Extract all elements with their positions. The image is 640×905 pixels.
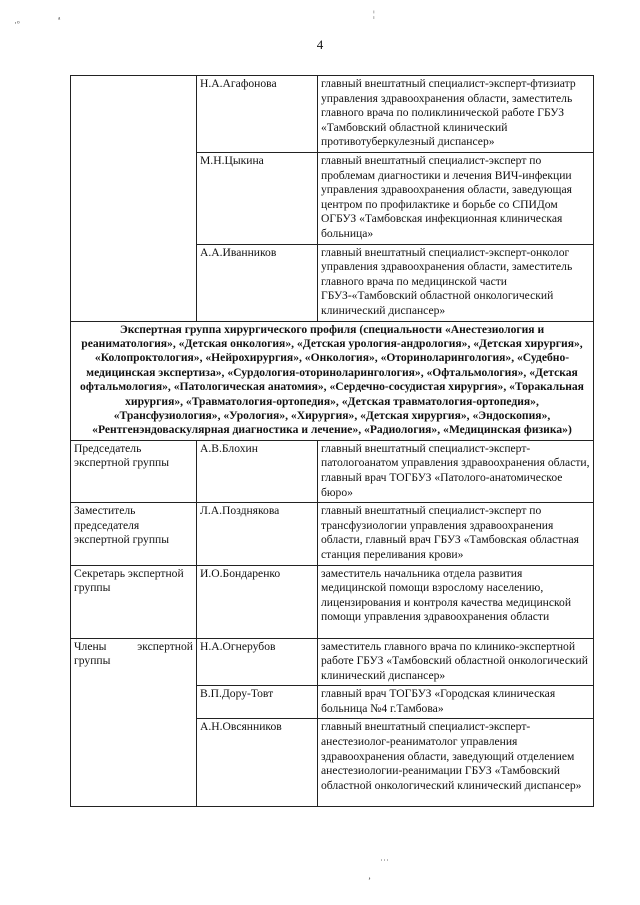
- role-cell: Секретарь экспертной группы: [71, 565, 197, 638]
- role-word: Члены: [74, 639, 107, 653]
- scan-speck: ʼ: [368, 876, 371, 886]
- member-name: Н.А.Агафонова: [197, 76, 318, 153]
- member-name: А.В.Блохин: [197, 440, 318, 502]
- member-position: заместитель главного врача по клинико-экспертной работе ГБУЗ «Тамбовский областной онкологический клинический диспансер»: [318, 638, 594, 686]
- member-name: Л.А.Позднякова: [197, 503, 318, 565]
- table-row: [71, 440, 594, 502]
- scan-speck: ˙˙˙: [380, 858, 389, 868]
- member-name: М.Н.Цыкина: [197, 152, 318, 244]
- group-heading: Экспертная группа хирургического профиля (специальности «Анестезиология и реаниматология», «Детская онкология», «Детская урология-андрология», «Детская хирургия», «Колопроктология», «Нейрохирургия», «Онкология», «Оториноларингология», «Судебно-медицинская экспертиза», «Сурдология-оториноларингология», «Офтальмология», «Детская офтальмология», «Патологическая анатомия», «Сердечно-сосудистая хирургия», «Торакальная хирургия», «Травматология-ортопедия», «Детская травматология-ортопедия», «Трансфузиология», «Урология», «Хирургия», «Детская хирургия», «Эндоскопия», «Рентгенэндоваскулярная диагностика и лечение», «Радиология», «Медицинская физика»): [71, 321, 594, 440]
- scan-speck: ᵃ: [58, 14, 61, 24]
- member-name: И.О.Бондаренко: [197, 565, 318, 638]
- member-position: главный внештатный специалист-эксперт-фтизиатр управления здравоохранения области, заместитель главного врача по поликлинической работе ГБУЗ «Тамбовский областной клинический противотуберкулезный диспансер»: [318, 76, 594, 153]
- table-row: [71, 565, 594, 638]
- member-position: главный врач ТОГБУЗ «Городская клиническая больница №4 г.Тамбова»: [318, 686, 594, 719]
- member-position: заместитель начальника отдела развития медицинской помощи взрослому населению, лицензирования и контроля качества медицинской помощи управления здравоохранения области: [318, 565, 594, 638]
- table-row: [71, 76, 594, 153]
- member-position: главный внештатный специалист-эксперт-анестезиолог-реаниматолог управления здравоохранения области, заведующий отделением анестезиологии-реанимации ГБУЗ «Тамбовский областной онкологический клинический диспансер»: [318, 719, 594, 807]
- role-word: группы: [74, 654, 111, 668]
- member-position: главный внештатный специалист-эксперт-патологоанатом управления здравоохранения области, главный врач ТОГБУЗ «Патолого-анатомическое бюро»: [318, 440, 594, 502]
- scan-speck: ¦: [373, 9, 375, 19]
- member-position: главный внештатный специалист-эксперт-онколог управления здравоохранения области, заместитель главного врача по медицинской части ГБУЗ-«Тамбовский областной онкологический клинический диспансер»: [318, 244, 594, 321]
- page-number: 4: [316, 37, 324, 52]
- member-name: А.А.Иванников: [197, 244, 318, 321]
- member-name: А.Н.Овсянников: [197, 719, 318, 807]
- role-cell: Председатель экспертной группы: [71, 440, 197, 502]
- scan-speck: ·ᵒ: [14, 18, 20, 28]
- role-word: экспертной: [137, 639, 193, 653]
- member-name: Н.А.Огнерубов: [197, 638, 318, 686]
- member-name: В.П.Дору-Товт: [197, 686, 318, 719]
- role-cell-members: [71, 638, 197, 807]
- commission-table: [70, 75, 594, 807]
- role-cell: Заместитель председателя экспертной группы: [71, 503, 197, 565]
- table-row: [71, 638, 594, 686]
- role-cell: [71, 76, 197, 322]
- member-position: главный внештатный специалист-эксперт по проблемам диагностики и лечения ВИЧ-инфекции управления здравоохранения области, заведующая центром по профилактике и борьбе со СПИДом ОГБУЗ «Тамбовская инфекционная клиническая больница»: [318, 152, 594, 244]
- group-heading-row: [71, 321, 594, 440]
- member-position: главный внештатный специалист-эксперт по трансфузиологии управления здравоохранения области, главный врач ГБУЗ «Тамбовская областная станция переливания крови»: [318, 503, 594, 565]
- table-row: [71, 503, 594, 565]
